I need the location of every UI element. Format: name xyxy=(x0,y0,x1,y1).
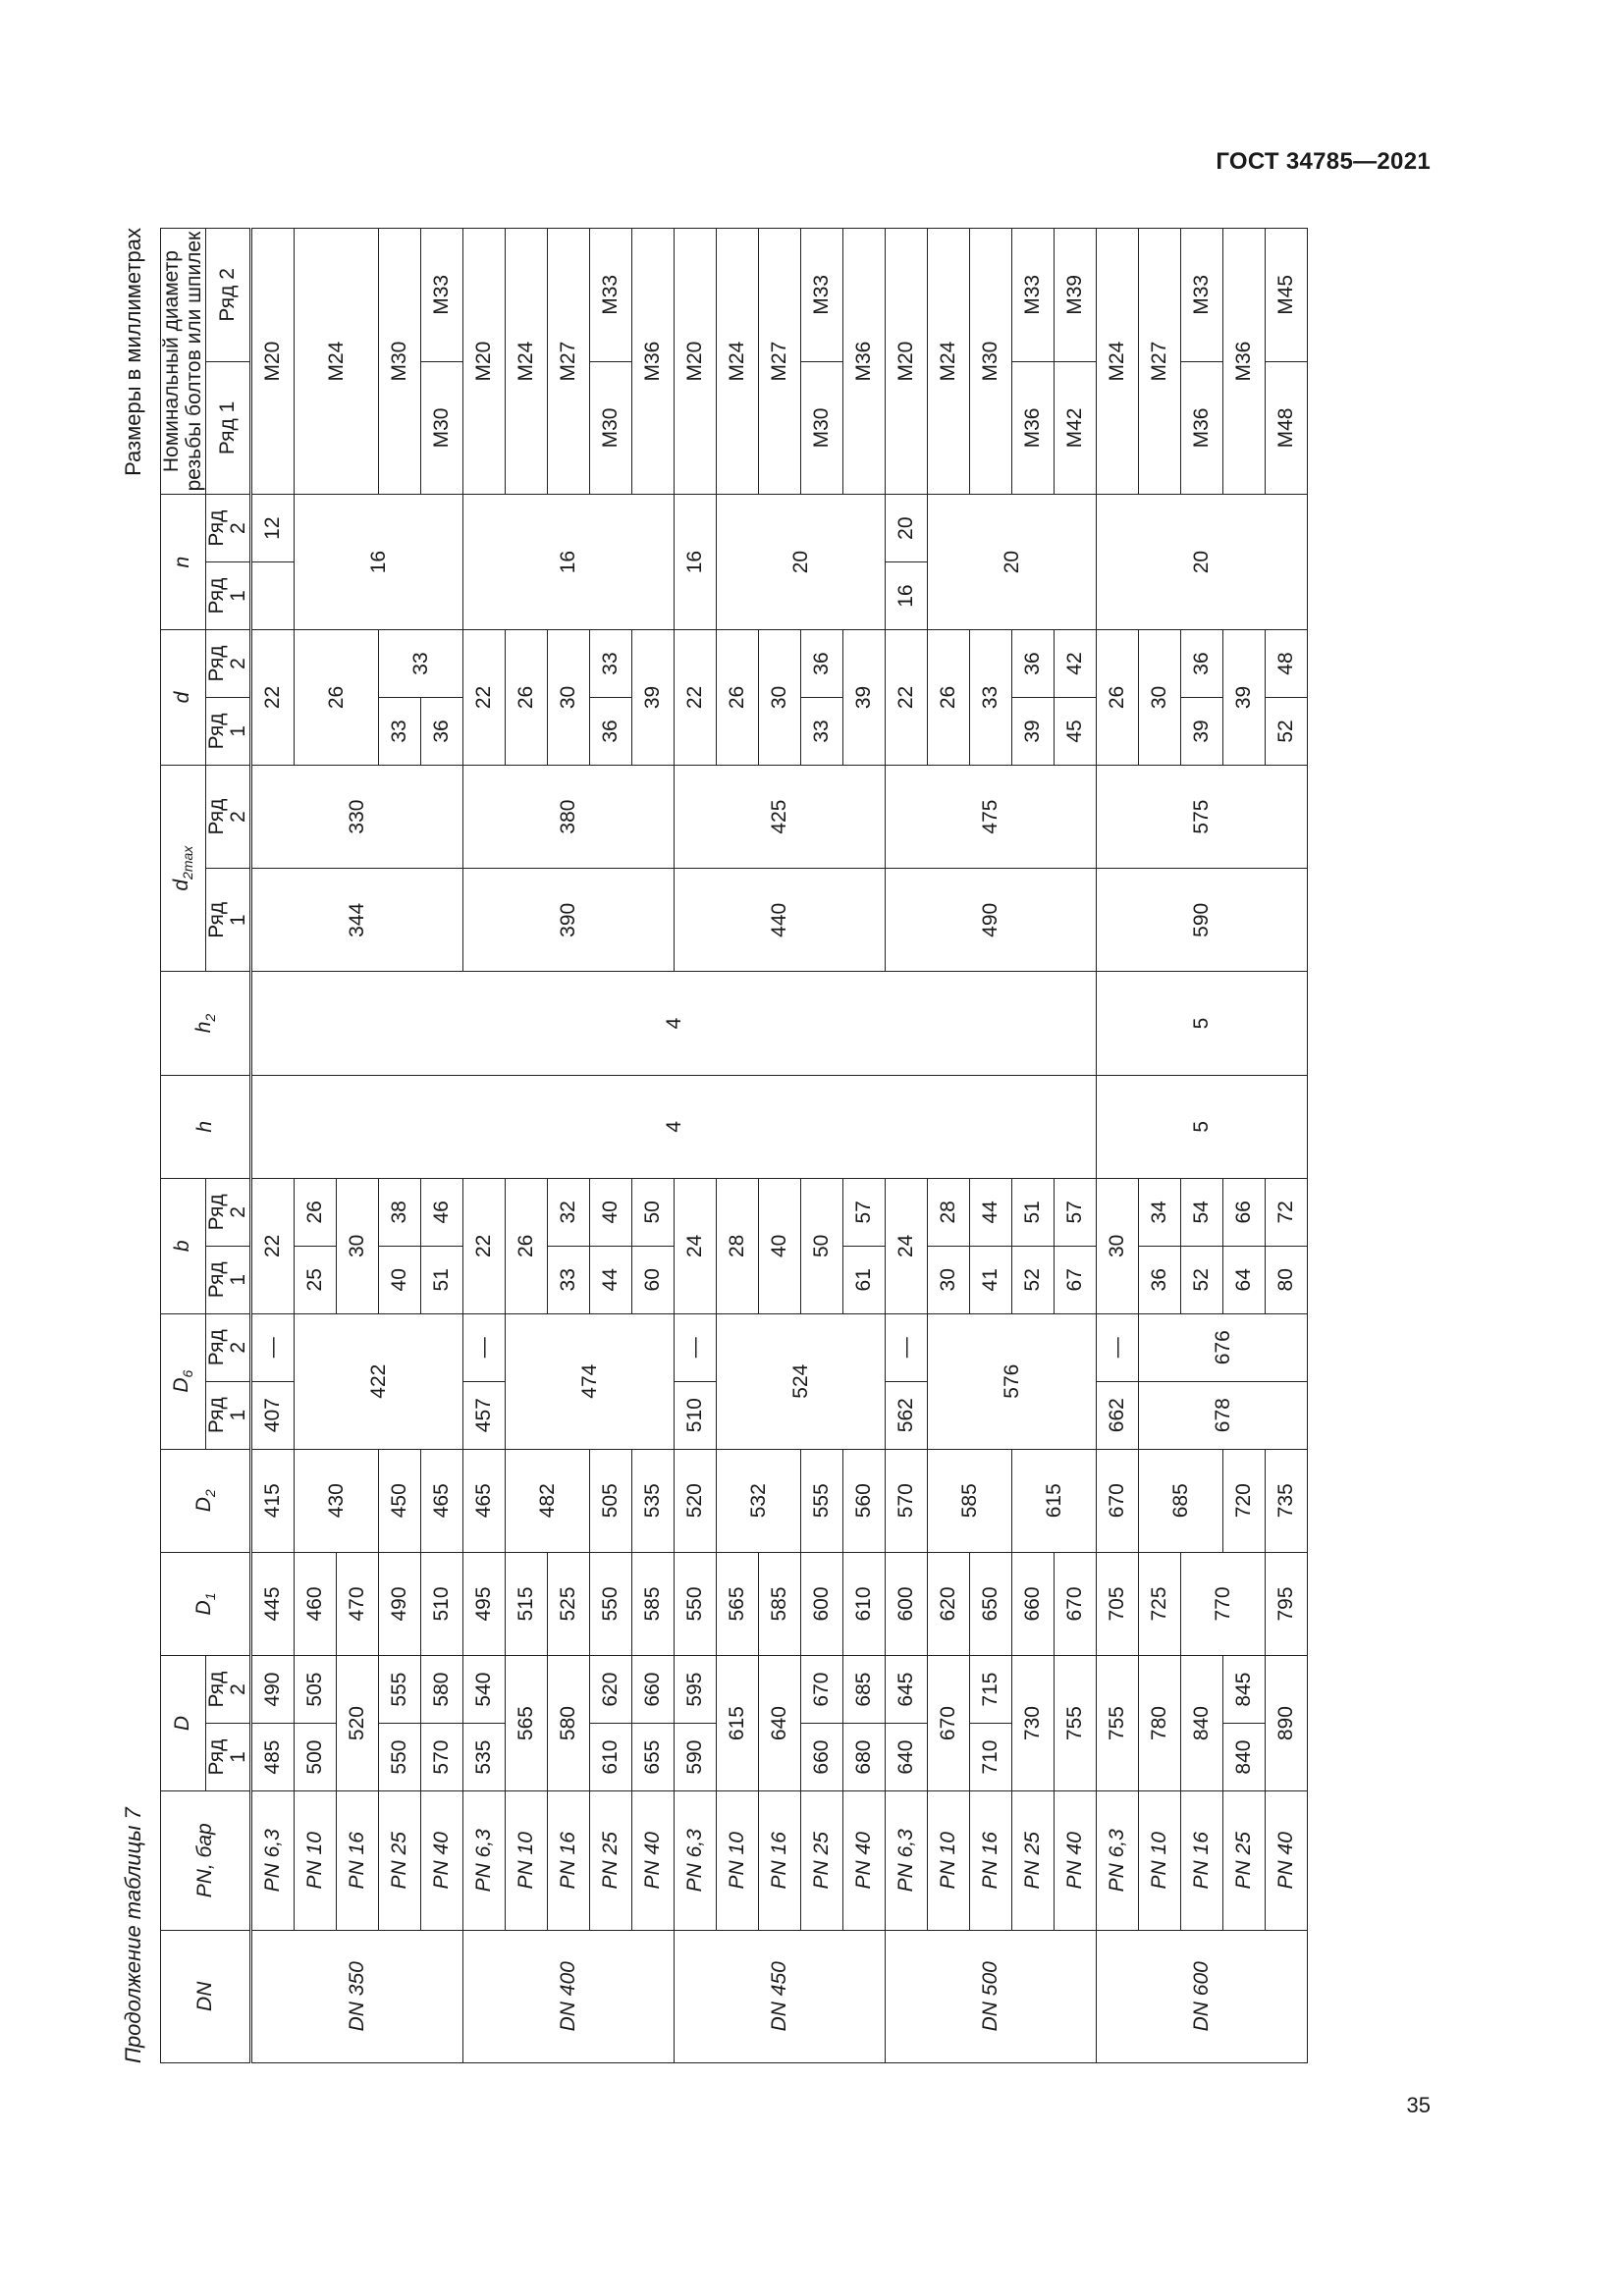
cell: 45 xyxy=(1055,697,1097,765)
cell: 26 xyxy=(295,1178,337,1246)
subheader-row2: Ряд 2 xyxy=(206,630,251,698)
cell: 565 xyxy=(506,1656,548,1791)
cell: 4 xyxy=(251,1075,1097,1178)
cell: 41 xyxy=(970,1246,1012,1313)
cell: 34 xyxy=(1139,1178,1181,1246)
cell: 670 xyxy=(1055,1552,1097,1655)
cell: 505 xyxy=(590,1449,632,1552)
cell: 425 xyxy=(675,765,886,868)
cell: 525 xyxy=(548,1552,590,1655)
cell: 28 xyxy=(717,1178,759,1313)
cell: 445 xyxy=(251,1552,295,1655)
cell: 590 xyxy=(1097,869,1308,972)
cell: M20 xyxy=(251,229,295,495)
cell: 457 xyxy=(463,1381,506,1449)
cell: 490 xyxy=(251,1656,295,1724)
cell: 52 xyxy=(1012,1246,1055,1313)
cell: 680 xyxy=(843,1724,886,1791)
cell: 44 xyxy=(970,1178,1012,1246)
cell: M20 xyxy=(463,229,506,495)
pn-cell: PN 40 xyxy=(421,1791,463,1931)
cell: M36 xyxy=(1181,361,1223,494)
cell: 12 xyxy=(251,495,295,562)
cell: 640 xyxy=(886,1724,928,1791)
cell: 430 xyxy=(295,1449,379,1552)
cell: 36 xyxy=(1181,630,1223,698)
cell: 39 xyxy=(1223,630,1266,766)
cell: M30 xyxy=(970,229,1012,495)
cell: 16 xyxy=(463,495,675,630)
cell: 600 xyxy=(886,1552,928,1655)
cell: 670 xyxy=(928,1656,970,1791)
subheader-row1: Ряд 1 xyxy=(206,869,251,972)
cell: 72 xyxy=(1266,1178,1308,1246)
subheader-row2: Ряд 2 xyxy=(206,229,251,362)
cell: 57 xyxy=(1055,1178,1097,1246)
cell: 662 xyxy=(1097,1381,1139,1449)
cell: 555 xyxy=(801,1449,843,1552)
cell: 20 xyxy=(717,495,886,630)
pn-cell: PN 6,3 xyxy=(251,1791,295,1931)
cell: 440 xyxy=(675,869,886,972)
cell: 48 xyxy=(1266,630,1308,698)
dn-cell: DN 600 xyxy=(1097,1930,1308,2062)
pn-cell: PN 16 xyxy=(759,1791,801,1931)
cell: 39 xyxy=(843,630,886,766)
cell: 485 xyxy=(251,1724,295,1791)
cell: 64 xyxy=(1223,1246,1266,1313)
cell: 730 xyxy=(1012,1656,1055,1791)
cell: M33 xyxy=(590,229,632,362)
table-caption: Продолжение таблицы 7 xyxy=(121,1807,145,2063)
cell: M27 xyxy=(1139,229,1181,495)
pn-cell: PN 40 xyxy=(1266,1791,1308,1931)
cell: 585 xyxy=(759,1552,801,1655)
col-header-h2: $h_2$ xyxy=(161,972,251,1075)
cell: M33 xyxy=(1012,229,1055,362)
cell: 30 xyxy=(1139,630,1181,766)
pn-cell: PN 6,3 xyxy=(886,1791,928,1931)
cell: 66 xyxy=(1223,1178,1266,1246)
cell: M24 xyxy=(928,229,970,495)
cell: 615 xyxy=(1012,1449,1097,1552)
col-header-b: b xyxy=(161,1178,206,1313)
pn-cell: PN 10 xyxy=(506,1791,548,1931)
cell: 30 xyxy=(1097,1178,1139,1313)
cell: M30 xyxy=(379,229,421,495)
col-header-pn: PN, бар xyxy=(161,1791,251,1931)
cell: 22 xyxy=(463,1178,506,1313)
cell: 26 xyxy=(717,630,759,766)
cell: 46 xyxy=(421,1178,463,1246)
subheader-row2: Ряд 2 xyxy=(206,765,251,868)
col-header-D1: $D_1$ xyxy=(161,1552,251,1655)
cell: 25 xyxy=(295,1246,337,1313)
cell: 685 xyxy=(1139,1449,1223,1552)
cell: 524 xyxy=(717,1313,886,1449)
cell: 550 xyxy=(675,1552,717,1655)
cell: 755 xyxy=(1055,1656,1097,1791)
cell: M36 xyxy=(632,229,675,495)
cell: 540 xyxy=(463,1656,506,1724)
col-header-dn: DN xyxy=(161,1930,251,2062)
pn-cell: PN 40 xyxy=(843,1791,886,1931)
cell: 610 xyxy=(590,1724,632,1791)
cell xyxy=(251,562,295,630)
cell: 655 xyxy=(632,1724,675,1791)
cell: 565 xyxy=(717,1552,759,1655)
cell: 645 xyxy=(886,1656,928,1724)
cell: 610 xyxy=(843,1552,886,1655)
col-header-D6: $D_6$ xyxy=(161,1313,206,1449)
pn-cell: PN 25 xyxy=(590,1791,632,1931)
cell: 725 xyxy=(1139,1552,1181,1655)
page-number: 35 xyxy=(1406,2093,1431,2117)
cell: 50 xyxy=(632,1178,675,1246)
col-header-d: d xyxy=(161,630,206,766)
subheader-row2: Ряд 2 xyxy=(206,1178,251,1246)
cell: 36 xyxy=(1012,630,1055,698)
cell: 585 xyxy=(632,1552,675,1655)
cell: 4 xyxy=(251,972,1097,1075)
subheader-row1: Ряд 1 xyxy=(206,361,251,494)
cell: 710 xyxy=(970,1724,1012,1791)
cell: 500 xyxy=(295,1724,337,1791)
cell: 780 xyxy=(1139,1656,1181,1791)
cell: M24 xyxy=(295,229,379,495)
cell: 30 xyxy=(548,630,590,766)
cell: M33 xyxy=(1181,229,1223,362)
cell: 705 xyxy=(1097,1552,1139,1655)
cell: 495 xyxy=(463,1552,506,1655)
cell: 520 xyxy=(675,1449,717,1552)
cell: — xyxy=(886,1313,928,1381)
pn-cell: PN 25 xyxy=(801,1791,843,1931)
cell: 575 xyxy=(1097,765,1308,868)
cell: 30 xyxy=(928,1246,970,1313)
pn-cell: PN 10 xyxy=(295,1791,337,1931)
cell: 26 xyxy=(295,630,379,766)
cell: 42 xyxy=(1055,630,1097,698)
cell: 715 xyxy=(970,1656,1012,1724)
cell: 415 xyxy=(251,1449,295,1552)
table-row xyxy=(1097,229,1139,2063)
subheader-row2: Ряд 2 xyxy=(206,495,251,562)
cell: 580 xyxy=(421,1656,463,1724)
cell: M20 xyxy=(886,229,928,495)
cell: 40 xyxy=(759,1178,801,1313)
pn-cell: PN 10 xyxy=(717,1791,759,1931)
cell: 422 xyxy=(295,1313,463,1449)
cell: 344 xyxy=(251,869,463,972)
subheader-row1: Ряд 1 xyxy=(206,1724,251,1791)
subheader-row1: Ряд 1 xyxy=(206,1246,251,1313)
cell: 670 xyxy=(1097,1449,1139,1552)
cell: 660 xyxy=(632,1656,675,1724)
cell: 22 xyxy=(463,630,506,766)
cell: M45 xyxy=(1266,229,1308,362)
cell: 24 xyxy=(886,1178,928,1313)
cell: 407 xyxy=(251,1381,295,1449)
dn-cell: DN 400 xyxy=(463,1930,675,2062)
cell: 535 xyxy=(632,1449,675,1552)
cell: M20 xyxy=(675,229,717,495)
cell: 22 xyxy=(886,630,928,766)
cell: 57 xyxy=(843,1178,886,1246)
cell: 26 xyxy=(1097,630,1139,766)
cell: M36 xyxy=(1223,229,1266,495)
cell: M33 xyxy=(801,229,843,362)
cell: 26 xyxy=(506,630,548,766)
pn-cell: PN 6,3 xyxy=(675,1791,717,1931)
cell: 535 xyxy=(463,1724,506,1791)
cell: 22 xyxy=(251,630,295,766)
cell: 840 xyxy=(1181,1656,1223,1791)
cell: 40 xyxy=(590,1178,632,1246)
cell: 840 xyxy=(1223,1724,1266,1791)
cell: 660 xyxy=(1012,1552,1055,1655)
cell: 482 xyxy=(506,1449,590,1552)
cell: 590 xyxy=(675,1724,717,1791)
cell: M27 xyxy=(548,229,590,495)
col-header-h: h xyxy=(161,1075,251,1178)
cell: 465 xyxy=(421,1449,463,1552)
cell: 32 xyxy=(548,1178,590,1246)
cell: 33 xyxy=(801,697,843,765)
cell: 330 xyxy=(251,765,463,868)
cell: 510 xyxy=(421,1552,463,1655)
cell: 16 xyxy=(886,562,928,630)
cell: 490 xyxy=(886,869,1097,972)
cell: 40 xyxy=(379,1246,421,1313)
cell: 51 xyxy=(1012,1178,1055,1246)
cell: 560 xyxy=(843,1449,886,1552)
cell: M36 xyxy=(843,229,886,495)
cell: 67 xyxy=(1055,1246,1097,1313)
cell: 770 xyxy=(1181,1552,1266,1655)
pn-cell: PN 25 xyxy=(1012,1791,1055,1931)
cell: 650 xyxy=(970,1552,1012,1655)
cell: 30 xyxy=(759,630,801,766)
cell: M27 xyxy=(759,229,801,495)
dn-cell: DN 450 xyxy=(675,1930,886,2062)
cell: 5 xyxy=(1097,972,1308,1075)
cell: 22 xyxy=(251,1178,295,1313)
cell: M48 xyxy=(1266,361,1308,494)
dn-cell: DN 500 xyxy=(886,1930,1097,2062)
cell: M30 xyxy=(590,361,632,494)
cell: 580 xyxy=(548,1656,590,1791)
cell: 685 xyxy=(843,1656,886,1724)
cell: 585 xyxy=(928,1449,1012,1552)
pn-cell: PN 16 xyxy=(548,1791,590,1931)
cell: 33 xyxy=(379,697,421,765)
cell: 595 xyxy=(675,1656,717,1724)
cell: M33 xyxy=(421,229,463,362)
cell: M39 xyxy=(1055,229,1097,362)
cell: 890 xyxy=(1266,1656,1308,1791)
pn-cell: PN 40 xyxy=(1055,1791,1097,1931)
cell: 660 xyxy=(801,1724,843,1791)
cell: 33 xyxy=(548,1246,590,1313)
cell: 33 xyxy=(970,630,1012,766)
cell: 380 xyxy=(463,765,675,868)
cell: 26 xyxy=(928,630,970,766)
pn-cell: PN 25 xyxy=(1223,1791,1266,1931)
cell: 38 xyxy=(379,1178,421,1246)
cell: 16 xyxy=(295,495,463,630)
cell: 36 xyxy=(1139,1246,1181,1313)
cell: 5 xyxy=(1097,1075,1308,1178)
cell: — xyxy=(675,1313,717,1381)
col-header-D: D xyxy=(161,1656,206,1791)
cell: 720 xyxy=(1223,1449,1266,1552)
cell: 20 xyxy=(1097,495,1308,630)
col-header-D2: $D_2$ xyxy=(161,1449,251,1552)
cell: 600 xyxy=(801,1552,843,1655)
subheader-row1: Ряд 1 xyxy=(206,1381,251,1449)
units-note: Размеры в миллиметрах xyxy=(121,228,145,476)
cell: 80 xyxy=(1266,1246,1308,1313)
cell: 33 xyxy=(590,630,632,698)
cell: 450 xyxy=(379,1449,421,1552)
col-header-n: n xyxy=(161,495,206,630)
cell: M30 xyxy=(801,361,843,494)
cell: M24 xyxy=(1097,229,1139,495)
cell: 16 xyxy=(675,495,717,630)
cell: 51 xyxy=(421,1246,463,1313)
pn-cell: PN 6,3 xyxy=(463,1791,506,1931)
cell: 22 xyxy=(675,630,717,766)
cell: — xyxy=(463,1313,506,1381)
cell: 520 xyxy=(337,1656,379,1791)
standard-designation: ГОСТ 34785—2021 xyxy=(1216,148,1431,175)
cell: M24 xyxy=(717,229,759,495)
cell: 620 xyxy=(590,1656,632,1724)
cell: M24 xyxy=(506,229,548,495)
cell: 640 xyxy=(759,1656,801,1791)
cell: 615 xyxy=(717,1656,759,1791)
rotated-table-block xyxy=(121,228,1417,2063)
cell: 532 xyxy=(717,1449,801,1552)
subheader-row1: Ряд 1 xyxy=(206,697,251,765)
cell: 20 xyxy=(886,495,928,562)
cell: 475 xyxy=(886,765,1097,868)
cell: 678 xyxy=(1139,1381,1308,1449)
cell: 735 xyxy=(1266,1449,1308,1552)
cell: 510 xyxy=(675,1381,717,1449)
cell: 755 xyxy=(1097,1656,1139,1791)
table-row xyxy=(251,229,295,2063)
cell: 61 xyxy=(843,1246,886,1313)
cell: — xyxy=(1097,1313,1139,1381)
cell: 490 xyxy=(379,1552,421,1655)
cell: 30 xyxy=(337,1178,379,1313)
cell: 39 xyxy=(1012,697,1055,765)
cell: 515 xyxy=(506,1552,548,1655)
cell: 670 xyxy=(801,1656,843,1724)
cell: 470 xyxy=(337,1552,379,1655)
cell: 36 xyxy=(801,630,843,698)
cell: 845 xyxy=(1223,1656,1266,1724)
pn-cell: PN 10 xyxy=(928,1791,970,1931)
subheader-row1: Ряд 1 xyxy=(206,562,251,630)
cell: 50 xyxy=(801,1178,843,1313)
cell: 26 xyxy=(506,1178,548,1313)
cell: 20 xyxy=(928,495,1097,630)
cell: 474 xyxy=(506,1313,675,1449)
cell: 52 xyxy=(1181,1246,1223,1313)
cell: 39 xyxy=(1181,697,1223,765)
cell: 36 xyxy=(590,697,632,765)
cell: 570 xyxy=(886,1449,928,1552)
cell: 570 xyxy=(421,1724,463,1791)
cell: M30 xyxy=(421,361,463,494)
pn-cell: PN 40 xyxy=(632,1791,675,1931)
cell: 555 xyxy=(379,1656,421,1724)
pn-cell: PN 10 xyxy=(1139,1791,1181,1931)
cell: 390 xyxy=(463,869,675,972)
cell: 52 xyxy=(1266,697,1308,765)
subheader-row2: Ряд 2 xyxy=(206,1313,251,1381)
dn-cell: DN 350 xyxy=(251,1930,463,2062)
cell: 562 xyxy=(886,1381,928,1449)
col-header-thread: Номинальный диаметр резьбы болтов или шпилек xyxy=(161,229,206,495)
cell: — xyxy=(251,1313,295,1381)
cell: M36 xyxy=(1012,361,1055,494)
cell: 620 xyxy=(928,1552,970,1655)
cell: 550 xyxy=(379,1724,421,1791)
cell: 28 xyxy=(928,1178,970,1246)
cell: 676 xyxy=(1139,1313,1308,1381)
cell: 54 xyxy=(1181,1178,1223,1246)
cell: 795 xyxy=(1266,1552,1308,1655)
pn-cell: PN 16 xyxy=(1181,1791,1223,1931)
cell: 460 xyxy=(295,1552,337,1655)
cell: 505 xyxy=(295,1656,337,1724)
cell: 576 xyxy=(928,1313,1097,1449)
cell: 36 xyxy=(421,697,463,765)
cell: 44 xyxy=(590,1246,632,1313)
cell: 60 xyxy=(632,1246,675,1313)
cell: 24 xyxy=(675,1178,717,1313)
cell: 33 xyxy=(379,630,463,698)
cell: 39 xyxy=(632,630,675,766)
col-header-d2max: $d_{2max}$ xyxy=(161,765,206,971)
pn-cell: PN 25 xyxy=(379,1791,421,1931)
cell: 550 xyxy=(590,1552,632,1655)
flange-dimensions-table xyxy=(160,228,1308,2063)
cell: M42 xyxy=(1055,361,1097,494)
pn-cell: PN 16 xyxy=(970,1791,1012,1931)
pn-cell: PN 6,3 xyxy=(1097,1791,1139,1931)
subheader-row2: Ряд 2 xyxy=(206,1656,251,1724)
cell: 465 xyxy=(463,1449,506,1552)
pn-cell: PN 16 xyxy=(337,1791,379,1931)
